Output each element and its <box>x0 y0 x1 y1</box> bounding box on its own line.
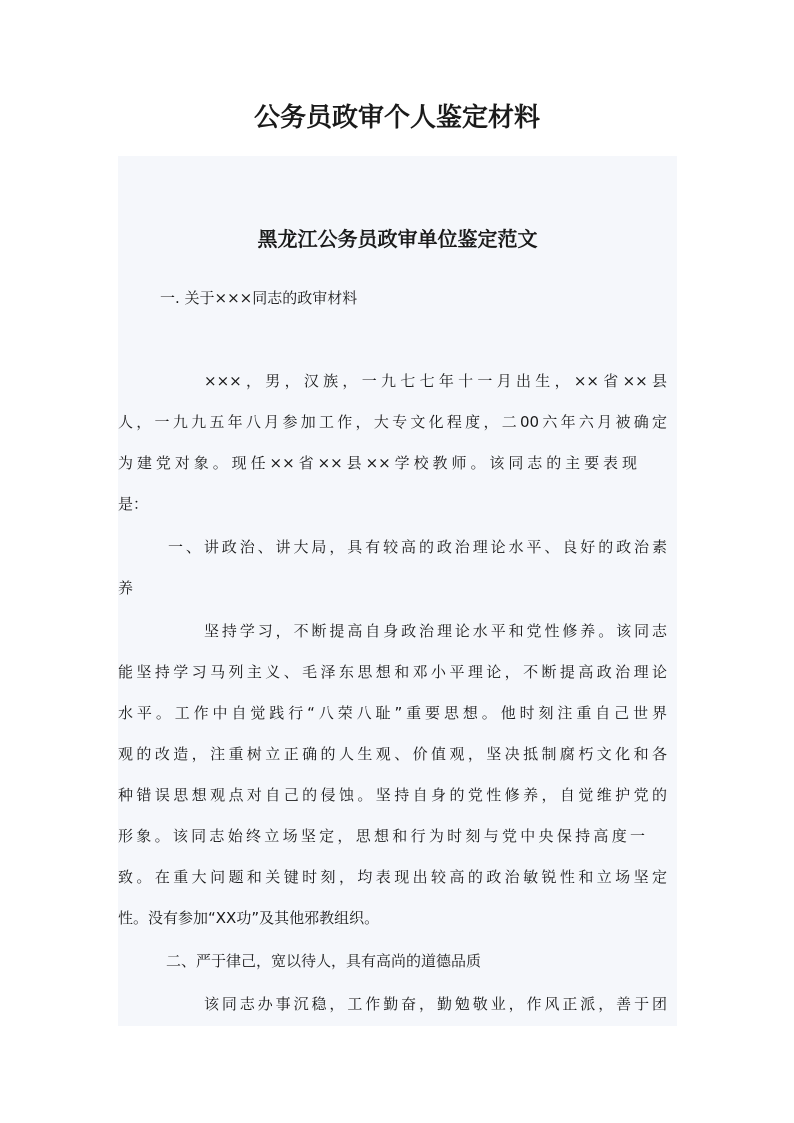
page-title: 公务员政审个人鉴定材料 <box>253 103 540 133</box>
paragraph-line: 种错误思想观点对自己的侵蚀。坚持自身的党性修养，自觉维护党的 <box>118 786 667 804</box>
subsection-heading: 二、严于律己，宽以待人，具有高尚的道德品质 <box>166 952 482 970</box>
document-panel <box>118 156 677 1026</box>
paragraph-line: 形象。该同志始终立场坚定，思想和行为时刻与党中央保持高度一 <box>118 827 645 845</box>
section-heading: 一. 关于×××同志的政审材料 <box>160 289 358 307</box>
paragraph-line: 性。没有参加“XX功”及其他邪教组织。 <box>118 909 380 927</box>
paragraph-line: 是： <box>118 495 149 513</box>
paragraph-line: 该同志办事沉稳，工作勤奋，勤勉敬业，作风正派，善于团 <box>204 995 667 1013</box>
paragraph-line: 为建党对象。现任××省××县××学校教师。该同志的主要表现 <box>118 454 637 472</box>
subsection-heading: 一、讲政治、讲大局，具有较高的政治理论水平、良好的政治素 <box>168 538 667 556</box>
paragraph-line: 坚持学习，不断提高自身政治理论水平和党性修养。该同志 <box>204 622 667 640</box>
paragraph-line: 能坚持学习马列主义、毛泽东思想和邓小平理论，不断提高政治理论 <box>118 663 667 681</box>
paragraph-line: 水平。工作中自觉践行“八荣八耻”重要思想。他时刻注重自己世界 <box>118 704 667 722</box>
paragraph-line: 致。在重大问题和关键时刻，均表现出较高的政治敏锐性和立场坚定 <box>118 868 667 886</box>
paragraph-line: 观的改造，注重树立正确的人生观、价值观，坚决抵制腐朽文化和各 <box>118 745 667 763</box>
paragraph-line: 人，一九九五年八月参加工作，大专文化程度，二00六年六月被确定 <box>118 413 667 431</box>
document-subtitle: 黑龙江公务员政审单位鉴定范文 <box>257 227 538 251</box>
paragraph-line: ×××，男，汉族，一九七七年十一月出生，××省××县 <box>204 372 667 390</box>
subsection-heading-continued: 养 <box>118 579 134 597</box>
